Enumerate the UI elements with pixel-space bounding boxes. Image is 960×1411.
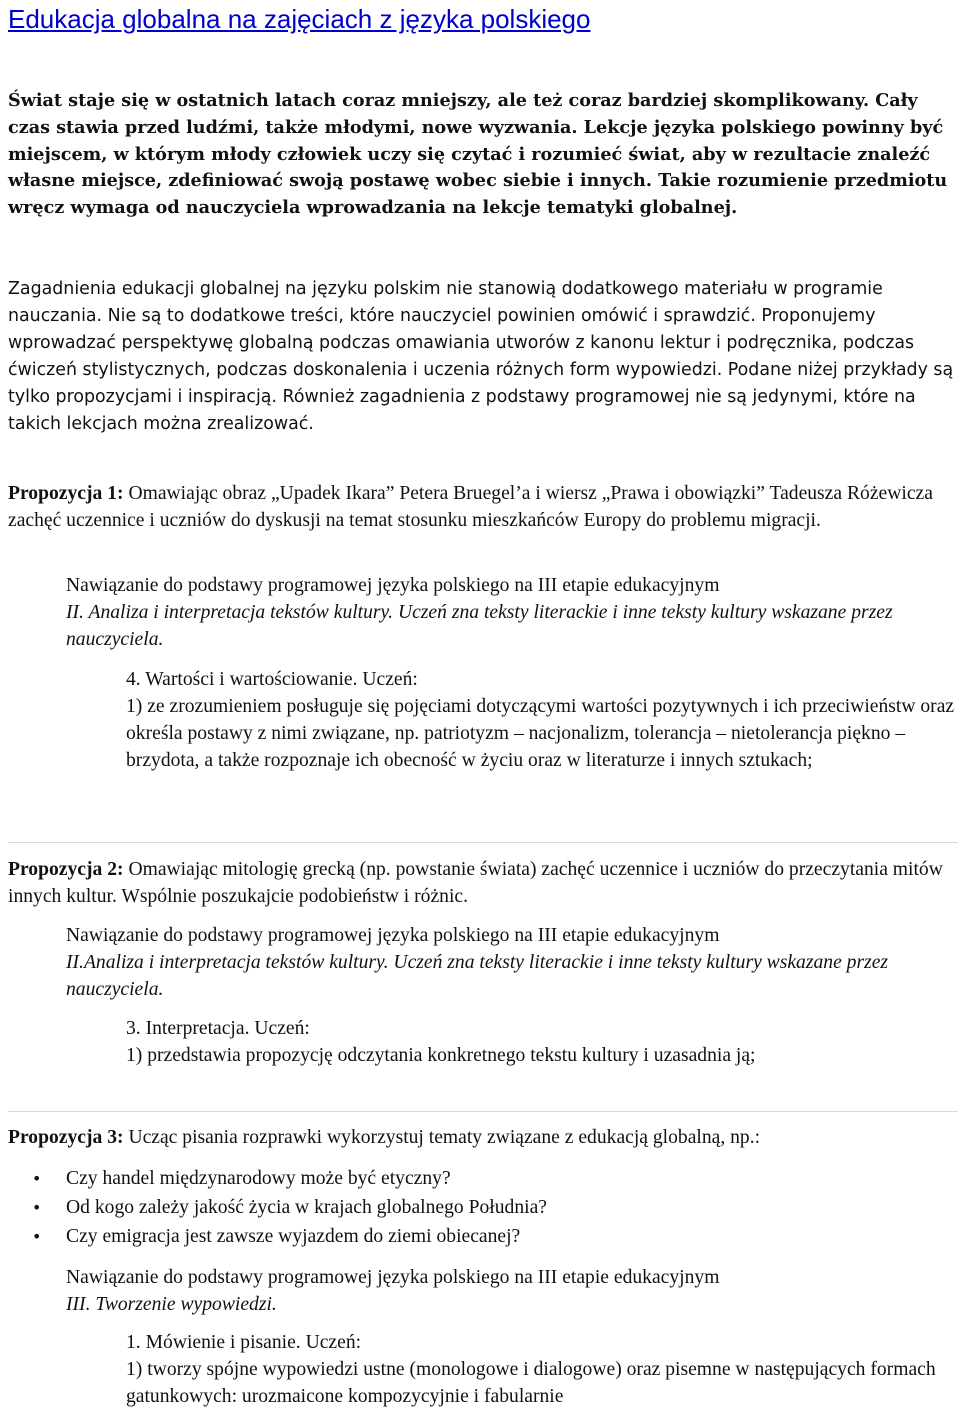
proposal-3-text: Ucząc pisania rozprawki wykorzystuj tematy związane z edukacją globalną, np.: xyxy=(123,1127,761,1148)
essay-topics-list xyxy=(8,1165,908,1252)
intro-paragraph-bold: Świat staje się w ostatnich latach coraz mniejszy, ale też coraz bardziej skomplikowany. Cały czas stawia przed ludźmi, także młodymi, nowe wyzwania. Lekcje języka polskiego powinny być miejscem, w którym młody człowiek uczy się czytać i rozumieć świat, aby w rezultacie znaleźć własne miejsce, zdefiniować swoją postawę wobec siebie i innych. Takie rozumienie przedmiotu wręcz wymaga od nauczyciela wprowadzania na lekcje tematyki globalnej. xyxy=(8,90,948,219)
proposal-1-ref-line: Nawiązanie do podstawy programowej języka polskiego na III etapie edukacyjnym xyxy=(66,575,720,596)
proposal-2-label: Propozycja 2: xyxy=(8,859,124,880)
proposal-1-ref-italic: II. Analiza i interpretacja tekstów kultury. Uczeń zna teksty literackie i inne teksty kultury wskazane przez nauczyciela. xyxy=(66,602,893,650)
proposal-3-ref-italic: III. Tworzenie wypowiedzi. xyxy=(66,1294,277,1315)
proposal-3-requirement xyxy=(126,1329,956,1410)
proposal-1-label: Propozycja 1: xyxy=(8,483,124,504)
proposal-2 xyxy=(8,856,958,910)
proposal-2-sub-head: 3. Interpretacja. Uczeń: xyxy=(126,1018,310,1039)
intro-paragraph: Zagadnienia edukacji globalnej na języku polskim nie stanowią dodatkowego materiału w programie nauczania. Nie są to dodatkowe treści, które nauczyciel powinien omówić i sprawdzić. Proponujemy wprowadzać perspektywę globalną podczas omawiania utworów z kanonu lektur i podręcznika, podczas ćwiczeń stylistycznych, podczas doskonalenia i uczenia różnych form wypowiedzi. Podane niżej przykłady są tylko propozycjami i inspiracją. Również zagadnienia z podstawy programowej nie są jedynymi, które na takich lekcjach można zrealizować. xyxy=(8,279,954,434)
proposal-1 xyxy=(8,480,958,534)
divider xyxy=(8,842,958,843)
proposal-3-curriculum-ref xyxy=(66,1264,956,1318)
list-item: • Od kogo zależy jakość życia w krajach globalnego Południa? xyxy=(8,1194,908,1223)
proposal-2-requirement xyxy=(126,1015,956,1069)
proposal-1-curriculum-ref xyxy=(66,572,956,653)
list-item: • Czy emigracja jest zawsze wyjazdem do ziemi obiecanej? xyxy=(8,1223,908,1252)
proposal-3-label: Propozycja 3: xyxy=(8,1127,124,1148)
proposal-3-sub-text: 1) tworzy spójne wypowiedzi ustne (monologowe i dialogowe) oraz pisemne w następujących formach gatunkowych: urozmaicone kompozycyjnie i fabularnie xyxy=(126,1359,936,1407)
proposal-1-sub-head: 4. Wartości i wartościowanie. Uczeń: xyxy=(126,669,418,690)
proposal-2-ref-line: Nawiązanie do podstawy programowej języka polskiego na III etapie edukacyjnym xyxy=(66,925,720,946)
proposal-3-ref-line: Nawiązanie do podstawy programowej języka polskiego na III etapie edukacyjnym xyxy=(66,1267,720,1288)
divider xyxy=(8,1111,958,1112)
proposal-1-requirement xyxy=(126,666,956,774)
proposal-1-text: Omawiając obraz „Upadek Ikara” Petera Bruegel’a i wiersz „Prawa i obowiązki” Tadeusza Różewicza zachęć uczennice i uczniów do dyskusji na temat stosunku mieszkańców Europy do problemu migracji. xyxy=(8,483,933,531)
proposal-2-text: Omawiając mitologię grecką (np. powstanie świata) zachęć uczennice i uczniów do przeczytania mitów innych kultur. Wspólnie poszukajcie podobieństw i różnic. xyxy=(8,859,943,907)
proposal-1-sub-text: 1) ze zrozumieniem posługuje się pojęciami dotyczącymi wartości pozytywnych i ich przeciwieństw oraz określa postawy z nimi związane, np. patriotyzm – nacjonalizm, tolerancja – nietolerancja piękno – brzydota, a także rozpoznaje ich obecność w życiu oraz w literaturze i innych sztukach; xyxy=(126,696,955,771)
proposal-2-sub-text: 1) przedstawia propozycję odczytania konkretnego tekstu kultury i uzasadnia ją; xyxy=(126,1045,756,1066)
proposal-3-sub-head: 1. Mówienie i pisanie. Uczeń: xyxy=(126,1332,362,1353)
page-title-link[interactable]: Edukacja globalna na zajęciach z języka polskiego xyxy=(8,4,591,34)
proposal-2-ref-italic: II.Analiza i interpretacja tekstów kultury. Uczeń zna teksty literackie i inne teksty kultury wskazane przez nauczyciela. xyxy=(66,952,889,1000)
proposal-3 xyxy=(8,1124,958,1151)
proposal-2-curriculum-ref xyxy=(66,922,956,1003)
list-item: • Czy handel międzynarodowy może być etyczny? xyxy=(8,1165,908,1194)
